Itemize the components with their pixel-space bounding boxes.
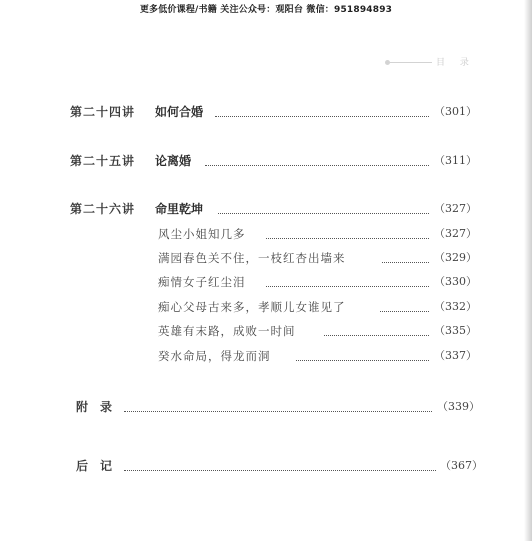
page-number: （339）	[437, 400, 480, 413]
dot-leader	[124, 401, 432, 412]
dot-leader	[218, 203, 429, 214]
appendix-title: 附录	[76, 400, 125, 414]
page-number: （327）	[434, 227, 477, 240]
toc-entry-lecture-24[interactable]	[0, 103, 532, 121]
page-number: （367）	[440, 459, 483, 472]
header-rule	[388, 62, 432, 63]
lecture-title: 命里乾坤	[155, 202, 204, 216]
toc-entry-lecture-25[interactable]	[0, 152, 532, 170]
toc-subentry[interactable]	[0, 249, 532, 267]
dot-leader	[266, 276, 429, 287]
toc-entry-appendix[interactable]	[0, 398, 532, 416]
dot-leader	[266, 228, 429, 239]
lecture-number: 第二十四讲	[70, 105, 136, 119]
running-header-label: 目 录	[436, 58, 475, 68]
dot-leader	[296, 350, 429, 361]
page-number: （332）	[434, 300, 477, 313]
dot-leader	[205, 155, 429, 166]
subentry-title: 痴心父母古来多，孝顺儿女谁见了	[158, 300, 346, 314]
page-number: （301）	[434, 105, 477, 118]
subentry-title: 癸水命局，得龙而洞	[158, 349, 271, 363]
afterword-title: 后记	[76, 459, 125, 473]
page-number: （330）	[434, 275, 477, 288]
toc-subentry[interactable]	[0, 322, 532, 340]
page-edge-shadow	[524, 0, 532, 541]
lecture-number: 第二十六讲	[70, 202, 136, 216]
page-number: （335）	[434, 324, 477, 337]
toc-subentry[interactable]	[0, 225, 532, 243]
toc-subentry[interactable]	[0, 273, 532, 291]
dot-leader	[124, 460, 436, 471]
page-number: （311）	[434, 154, 477, 167]
subentry-title: 风尘小姐知几多	[158, 227, 246, 241]
dot-leader	[382, 252, 429, 263]
subentry-title: 英雄有末路，成败一时间	[158, 324, 296, 338]
toc-entry-afterword[interactable]	[0, 457, 532, 475]
subentry-title: 满园春色关不住，一枝红杏出墙来	[158, 251, 346, 265]
page-number: （327）	[434, 202, 477, 215]
promo-banner: 更多低价课程/书籍 关注公众号：观阳台 微信：951894893	[139, 5, 393, 15]
dot-leader	[380, 301, 429, 312]
page-number: （329）	[434, 251, 477, 264]
page-number: （337）	[434, 349, 477, 362]
toc-subentry[interactable]	[0, 347, 532, 365]
lecture-title: 如何合婚	[155, 105, 204, 119]
toc-entry-lecture-26[interactable]	[0, 200, 532, 218]
subentry-title: 痴情女子红尘泪	[158, 275, 246, 289]
lecture-title: 论离婚	[155, 154, 192, 168]
lecture-number: 第二十五讲	[70, 154, 136, 168]
dot-leader	[324, 325, 429, 336]
toc-subentry[interactable]	[0, 298, 532, 316]
dot-leader	[215, 106, 429, 117]
